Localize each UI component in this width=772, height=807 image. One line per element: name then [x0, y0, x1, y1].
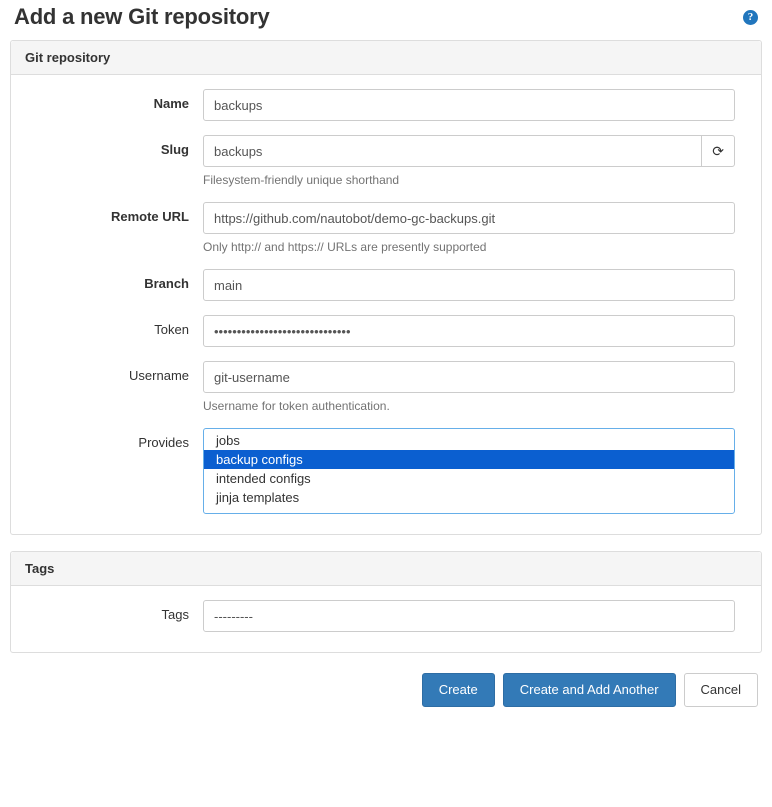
form-row-remote-url: [11, 202, 761, 255]
form-row-username: [11, 361, 761, 414]
git-repository-panel: [10, 40, 762, 535]
form-actions: [10, 669, 762, 717]
token-input[interactable]: [203, 315, 735, 347]
field-wrap-username: [203, 361, 735, 414]
label-remote-url: Remote URL: [110, 209, 189, 224]
field-wrap-name: [203, 89, 735, 121]
label-slug: Slug: [160, 142, 189, 157]
page-title: Add a new Git repository: [14, 4, 270, 29]
form-row-name: [11, 89, 761, 121]
form-row-branch: [11, 269, 761, 301]
label-tags: Tags: [161, 607, 189, 622]
help-text-username: Username for token authentication.: [203, 399, 390, 413]
provides-option[interactable]: intended configs: [216, 471, 311, 486]
remote-url-input[interactable]: [203, 202, 735, 234]
field-wrap-tags: [203, 600, 735, 632]
slug-input[interactable]: [203, 135, 701, 167]
field-wrap-slug: [203, 135, 735, 188]
label-token: Token: [154, 322, 189, 337]
tags-panel-body: [11, 586, 761, 652]
label-branch: Branch: [144, 276, 189, 291]
field-wrap-token: [203, 315, 735, 347]
field-wrap-remote-url: [203, 202, 735, 255]
help-icon[interactable]: ?: [743, 10, 758, 25]
tags-panel-heading: Tags: [11, 552, 761, 586]
help-text-remote-url: Only http:// and https:// URLs are presently supported: [203, 240, 487, 254]
name-input[interactable]: [203, 89, 735, 121]
provides-option[interactable]: backup configs: [204, 450, 734, 469]
field-wrap-branch: [203, 269, 735, 301]
field-wrap-provides: [203, 428, 735, 514]
create-button[interactable]: Create: [422, 673, 495, 707]
branch-input[interactable]: [203, 269, 735, 301]
username-input[interactable]: [203, 361, 735, 393]
tags-panel: [10, 551, 762, 653]
label-name: Name: [153, 96, 189, 111]
page-header: [10, 0, 762, 40]
provides-option[interactable]: jobs: [216, 433, 240, 448]
help-text-slug: Filesystem-friendly unique shorthand: [203, 173, 400, 187]
create-and-add-another-button[interactable]: Create and Add Another: [503, 673, 676, 707]
slug-input-group: [203, 135, 735, 167]
form-row-slug: [11, 135, 761, 188]
label-username: Username: [129, 368, 189, 383]
form-row-token: [11, 315, 761, 347]
label-provides: Provides: [138, 435, 189, 450]
git-repository-panel-body: [11, 75, 761, 534]
tags-input[interactable]: [203, 600, 735, 632]
git-repository-panel-heading: Git repository: [11, 41, 761, 75]
form-row-tags: [11, 600, 761, 632]
cancel-button[interactable]: Cancel: [684, 673, 758, 707]
refresh-icon[interactable]: ⟳: [701, 135, 735, 167]
form-row-provides: [11, 428, 761, 514]
provides-multiselect[interactable]: [203, 428, 735, 514]
provides-option[interactable]: jinja templates: [216, 490, 300, 505]
